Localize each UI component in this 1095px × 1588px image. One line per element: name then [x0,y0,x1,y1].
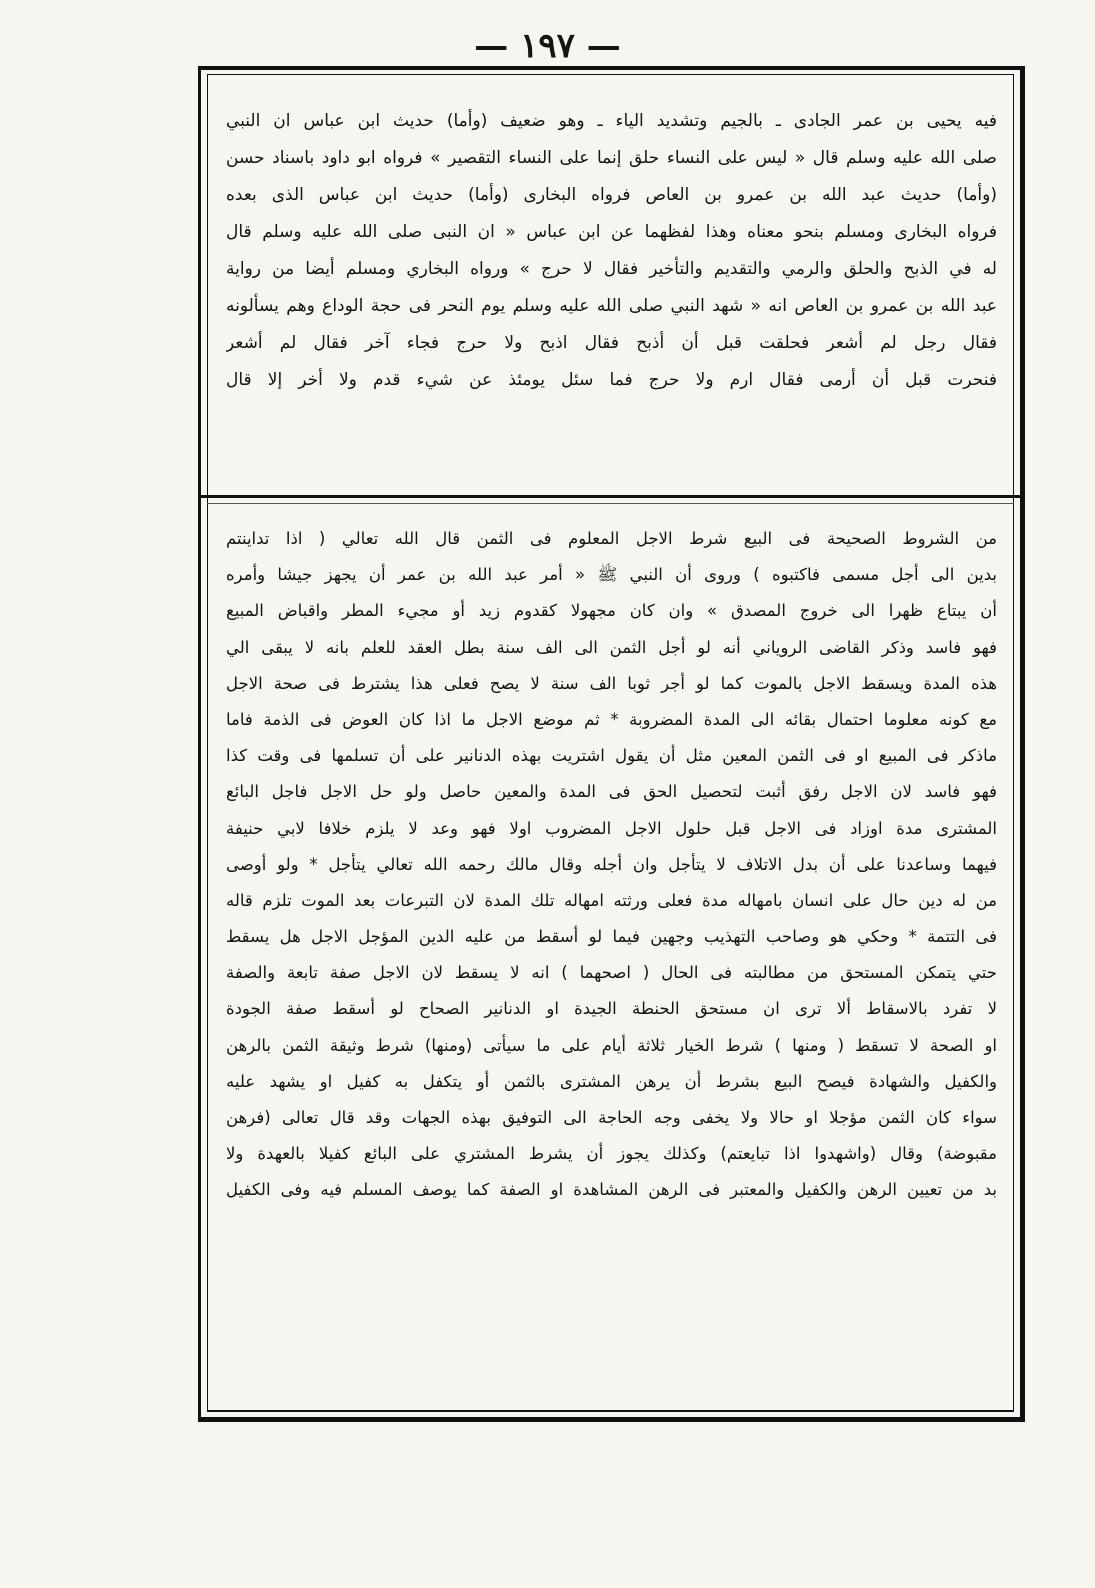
fiqh-line: فى التتمة * وحكي هو وصاحب التهذيب وجهين فيما لو أسقط من عليه الدين المؤجل الاجل هل يسقط [226,927,997,947]
fiqh-line: بد من تعيين الرهن والكفيل والمعتبر فى الرهن المشاهدة او الصفة كما يوصف المسلم فيه وفى الكفيل [226,1180,997,1200]
page-number: — ١٩٧ — [474,26,621,66]
fiqh-line: مع كونه معلوما احتمال بقائه الى المدة المضروبة * ثم موضع الاجل ما اذا كان العوض فى الذمة فاما [226,709,997,729]
hadith-line: فرواه البخارى ومسلم بنحو معناه وهذا لفظهما عن ابن عباس « ان النبى صلى الله عليه وسلم قال [226,222,997,242]
hadith-line: فقال رجل لم أشعر فحلقت قبل أن أذبح فقال اذبح ولا حرج فجاء آخر فقال لم أشعر [226,333,997,353]
section-divider [201,495,1020,498]
hadith-line: له في الذبح والحلق والرمي والتقديم والتأخير فقال لا حرج » ورواه البخاري ومسلم أيضا من رواية [226,259,997,279]
page-frame [198,66,1025,1422]
fiqh-line: سواء كان الثمن مؤجلا او حالا ولا يخفى وجه الحاجة الى التوفيق بهذه الجهات وقد قال تعالى (فرهن [226,1108,997,1127]
hadith-text-block [226,103,997,399]
fiqh-line: من له دين حال على انسان بامهاله مدة فعلى ورثته امهاله تلك المدة لان التبرعات بعد الموت تلزم قاله [226,890,997,910]
hadith-line: عبد الله بن عمرو بن العاص انه « شهد النبي صلى الله عليه وسلم يوم النحر فى حجة الوداع وهم يسألونه [226,296,997,316]
fiqh-line: ماذكر فى المبيع او فى الثمن المعين مثل أن يقول اشتريت بهذه الدنانير على أن تسلمها فى وقت كذا [226,746,997,766]
section-divider-thin [207,503,1014,504]
fiqh-line: فهو فاسد وذكر القاضى الروياني أنه لو أجل الثمن الى الف سنة بطل العقد للعلم بانه لا يبقى الي [226,637,997,657]
fiqh-line: أن يبتاع ظهرا الى خروج المصدق » وان كان مجهولا كقدوم زيد أو مجيء المطر واقباض المبيع [226,601,997,621]
fiqh-line: مقبوضة) وقال (واشهدوا اذا تبايعتم) وكذلك يجوز أن يشرط المشتري على البائع كفيلا بالعهدة ولا [226,1144,997,1164]
hadith-line: (وأما) حديث عبد الله بن عمرو بن العاص فرواه البخارى (وأما) حديث ابن عباس الذى بعده [226,185,997,205]
fiqh-line: هذه المدة ويسقط الاجل بالموت كما لو أجر ثوبا الف سنة لا يصح فعلى هذا يشترط فى صحة الاجل [226,673,997,693]
fiqh-line: او الصحة لا تسقط ( ومنها ) شرط الخيار ثلاثة أيام على ما سيأتى (ومنها) شرط وثيقة الثمن بالرهن [226,1035,997,1055]
hadith-line: صلى الله عليه وسلم قال « ليس على النساء حلق إنما على النساء التقصير » فرواه ابو داود باسناد حسن [226,148,997,168]
fiqh-line: من الشروط الصحيحة فى البيع شرط الاجل المعلوم فى الثمن قال الله تعالي ( اذا تداينتم [226,529,997,548]
fiqh-text-block [226,521,997,1209]
hadith-line: فيه يحيى بن عمر الجادى ـ بالجيم وتشديد الياء ـ وهو ضعيف (وأما) حديث ابن عباس ان النبي [226,111,997,131]
fiqh-line: لا تفرد بالاسقاط ألا ترى ان مستحق الحنطة الجيدة او الدنانير الصحاح لو أسقط صفة الجودة [226,999,997,1019]
hadith-line: فنحرت قبل أن أرمى فقال ارم ولا حرج فما سئل يومئذ عن شيء قدم ولا أخر إلا قال [226,370,997,390]
fiqh-line: فيهما وساعدنا على أن بدل الاتلاف لا يتأجل وان أجله وقال مالك رحمه الله تعالي يتأجل * ولو أوصى [226,854,997,874]
fiqh-line: بدين الى أجل مسمى فاكتبوه ) وروى أن النبي ﷺ « أمر عبد الله بن عمر أن يجهز جيشا وأمره [226,565,997,585]
page-frame-inner-rule [207,74,1014,1412]
fiqh-line: فهو فاسد لان الاجل رفق أثبت لتحصيل الحق فى المدة والمعين حاصل ولو حل الاجل فاجل البائع [226,782,997,802]
fiqh-line: والكفيل والشهادة فيصح البيع بشرط أن يرهن المشترى بالثمن أو يتكفل به كفيل او يشهد عليه [226,1071,997,1091]
fiqh-line: حتي يتمكن المستحق من مطالبته فى الحال ( اصحهما ) انه لا يسقط لان الاجل صفة تابعة والصفة [226,963,997,983]
fiqh-line: المشترى مدة اوزاد فى الاجل قبل حلول الاجل المضروب اولا فهو وعد لا يلزم خلافا لابي حنيفة [226,818,997,838]
